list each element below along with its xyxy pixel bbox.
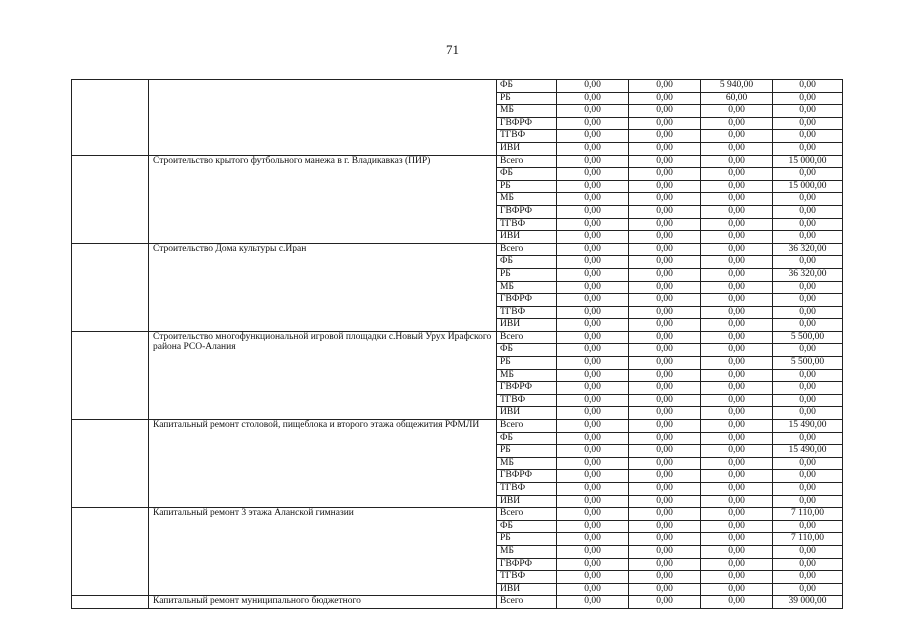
funding-source-cell: ТГВФ xyxy=(497,306,557,319)
amount-cell: 0,00 xyxy=(773,382,843,395)
amount-cell: 0,00 xyxy=(773,105,843,118)
project-name-cell: Строительство Дома культуры с.Иран xyxy=(149,243,497,331)
funding-source-cell: ТГВФ xyxy=(497,130,557,143)
funding-source-cell: РБ xyxy=(497,92,557,105)
amount-cell: 0,00 xyxy=(629,331,701,344)
amount-cell: 0,00 xyxy=(557,268,629,281)
funding-source-cell: ФБ xyxy=(497,344,557,357)
amount-cell: 15 000,00 xyxy=(773,180,843,193)
amount-cell: 0,00 xyxy=(701,357,773,370)
amount-cell: 0,00 xyxy=(629,357,701,370)
funding-source-cell: ГВФРФ xyxy=(497,558,557,571)
funding-source-cell: ИВИ xyxy=(497,231,557,244)
amount-cell: 0,00 xyxy=(557,596,629,609)
amount-cell: 0,00 xyxy=(773,432,843,445)
number-cell xyxy=(72,155,149,243)
amount-cell: 0,00 xyxy=(773,407,843,420)
project-name-cell: Капитальный ремонт столовой, пищеблока и второго этажа общежития РФМЛИ xyxy=(149,420,497,508)
funding-source-cell: Всего xyxy=(497,155,557,168)
amount-cell: 0,00 xyxy=(557,520,629,533)
amount-cell: 0,00 xyxy=(557,130,629,143)
amount-cell: 0,00 xyxy=(701,193,773,206)
amount-cell: 0,00 xyxy=(629,193,701,206)
funding-source-cell: МБ xyxy=(497,545,557,558)
funding-source-cell: РБ xyxy=(497,445,557,458)
amount-cell: 0,00 xyxy=(557,483,629,496)
funding-source-cell: ФБ xyxy=(497,520,557,533)
amount-cell: 0,00 xyxy=(629,432,701,445)
amount-cell: 0,00 xyxy=(629,92,701,105)
amount-cell: 0,00 xyxy=(629,142,701,155)
table-row xyxy=(72,596,843,609)
funding-source-cell: РБ xyxy=(497,268,557,281)
amount-cell: 0,00 xyxy=(773,218,843,231)
project-name-cell xyxy=(149,80,497,156)
amount-cell: 0,00 xyxy=(557,432,629,445)
amount-cell: 0,00 xyxy=(701,369,773,382)
amount-cell: 0,00 xyxy=(773,483,843,496)
funding-source-cell: ТГВФ xyxy=(497,394,557,407)
amount-cell: 0,00 xyxy=(557,583,629,596)
amount-cell: 0,00 xyxy=(629,583,701,596)
amount-cell: 0,00 xyxy=(557,142,629,155)
amount-cell: 0,00 xyxy=(629,243,701,256)
amount-cell: 0,00 xyxy=(773,457,843,470)
amount-cell: 0,00 xyxy=(629,281,701,294)
amount-cell: 36 320,00 xyxy=(773,268,843,281)
amount-cell: 0,00 xyxy=(701,420,773,433)
amount-cell: 0,00 xyxy=(629,117,701,130)
amount-cell: 0,00 xyxy=(773,117,843,130)
amount-cell: 0,00 xyxy=(773,205,843,218)
amount-cell: 0,00 xyxy=(557,344,629,357)
amount-cell: 0,00 xyxy=(557,495,629,508)
amount-cell: 0,00 xyxy=(557,545,629,558)
number-cell xyxy=(72,508,149,596)
amount-cell: 0,00 xyxy=(701,268,773,281)
amount-cell: 0,00 xyxy=(629,508,701,521)
amount-cell: 15 490,00 xyxy=(773,420,843,433)
amount-cell: 0,00 xyxy=(701,508,773,521)
amount-cell: 0,00 xyxy=(557,394,629,407)
funding-source-cell: ФБ xyxy=(497,256,557,269)
amount-cell: 0,00 xyxy=(629,256,701,269)
funding-source-cell: МБ xyxy=(497,193,557,206)
funding-source-cell: РБ xyxy=(497,357,557,370)
amount-cell: 0,00 xyxy=(629,294,701,307)
amount-cell: 0,00 xyxy=(629,420,701,433)
amount-cell: 0,00 xyxy=(557,243,629,256)
amount-cell: 0,00 xyxy=(557,281,629,294)
amount-cell: 0,00 xyxy=(557,155,629,168)
amount-cell: 0,00 xyxy=(557,457,629,470)
amount-cell: 0,00 xyxy=(557,231,629,244)
amount-cell: 0,00 xyxy=(629,571,701,584)
amount-cell: 0,00 xyxy=(701,294,773,307)
amount-cell: 0,00 xyxy=(557,319,629,332)
amount-cell: 0,00 xyxy=(773,80,843,93)
table-row xyxy=(72,80,843,93)
amount-cell: 0,00 xyxy=(773,495,843,508)
amount-cell: 0,00 xyxy=(557,256,629,269)
funding-source-cell: МБ xyxy=(497,369,557,382)
amount-cell: 0,00 xyxy=(773,281,843,294)
amount-cell: 0,00 xyxy=(629,344,701,357)
amount-cell: 7 110,00 xyxy=(773,533,843,546)
table-row xyxy=(72,331,843,344)
project-name-cell: Капитальный ремонт муниципального бюджетного xyxy=(149,596,497,609)
amount-cell: 60,00 xyxy=(701,92,773,105)
amount-cell: 0,00 xyxy=(629,319,701,332)
funding-source-cell: ТГВФ xyxy=(497,218,557,231)
amount-cell: 0,00 xyxy=(701,483,773,496)
table-row xyxy=(72,420,843,433)
amount-cell: 0,00 xyxy=(701,407,773,420)
amount-cell: 5 500,00 xyxy=(773,357,843,370)
amount-cell: 0,00 xyxy=(701,231,773,244)
amount-cell: 0,00 xyxy=(701,243,773,256)
amount-cell: 0,00 xyxy=(629,105,701,118)
funding-source-cell: ИВИ xyxy=(497,407,557,420)
amount-cell: 0,00 xyxy=(557,533,629,546)
funding-source-cell: МБ xyxy=(497,105,557,118)
amount-cell: 0,00 xyxy=(701,319,773,332)
amount-cell: 0,00 xyxy=(773,319,843,332)
amount-cell: 0,00 xyxy=(701,142,773,155)
funding-source-cell: ГВФРФ xyxy=(497,382,557,395)
amount-cell: 0,00 xyxy=(773,558,843,571)
amount-cell: 0,00 xyxy=(701,331,773,344)
funding-source-cell: ИВИ xyxy=(497,142,557,155)
amount-cell: 0,00 xyxy=(773,294,843,307)
amount-cell: 0,00 xyxy=(557,205,629,218)
page-number: 71 xyxy=(446,42,459,57)
funding-source-cell: МБ xyxy=(497,281,557,294)
amount-cell: 0,00 xyxy=(629,205,701,218)
amount-cell: 0,00 xyxy=(773,306,843,319)
funding-source-cell: Всего xyxy=(497,596,557,609)
funding-source-cell: ТГВФ xyxy=(497,483,557,496)
amount-cell: 0,00 xyxy=(629,130,701,143)
number-cell xyxy=(72,80,149,156)
amount-cell: 0,00 xyxy=(557,180,629,193)
funding-source-cell: ГВФРФ xyxy=(497,470,557,483)
funding-source-cell: Всего xyxy=(497,508,557,521)
amount-cell: 0,00 xyxy=(629,483,701,496)
amount-cell: 0,00 xyxy=(773,369,843,382)
amount-cell: 0,00 xyxy=(701,558,773,571)
amount-cell: 0,00 xyxy=(701,382,773,395)
amount-cell: 0,00 xyxy=(557,420,629,433)
amount-cell: 0,00 xyxy=(701,281,773,294)
amount-cell: 0,00 xyxy=(701,533,773,546)
amount-cell: 0,00 xyxy=(701,344,773,357)
amount-cell: 0,00 xyxy=(557,407,629,420)
amount-cell: 0,00 xyxy=(629,168,701,181)
amount-cell: 0,00 xyxy=(701,495,773,508)
amount-cell: 0,00 xyxy=(557,168,629,181)
amount-cell: 0,00 xyxy=(629,533,701,546)
table-row xyxy=(72,155,843,168)
amount-cell: 0,00 xyxy=(629,596,701,609)
amount-cell: 0,00 xyxy=(557,218,629,231)
amount-cell: 0,00 xyxy=(701,432,773,445)
amount-cell: 0,00 xyxy=(629,520,701,533)
amount-cell: 0,00 xyxy=(701,306,773,319)
table-body xyxy=(72,80,843,609)
amount-cell: 0,00 xyxy=(629,268,701,281)
amount-cell: 0,00 xyxy=(557,369,629,382)
funding-source-cell: ИВИ xyxy=(497,583,557,596)
amount-cell: 0,00 xyxy=(629,407,701,420)
number-cell xyxy=(72,596,149,609)
funding-source-cell: МБ xyxy=(497,457,557,470)
amount-cell: 36 320,00 xyxy=(773,243,843,256)
amount-cell: 0,00 xyxy=(701,218,773,231)
amount-cell: 0,00 xyxy=(701,105,773,118)
amount-cell: 0,00 xyxy=(557,571,629,584)
funding-source-cell: Всего xyxy=(497,243,557,256)
funding-source-cell: ФБ xyxy=(497,80,557,93)
funding-source-cell: ИВИ xyxy=(497,319,557,332)
table-row xyxy=(72,508,843,521)
amount-cell: 0,00 xyxy=(773,470,843,483)
amount-cell: 0,00 xyxy=(773,130,843,143)
amount-cell: 0,00 xyxy=(701,596,773,609)
funding-source-cell: ФБ xyxy=(497,432,557,445)
amount-cell: 5 940,00 xyxy=(701,80,773,93)
amount-cell: 0,00 xyxy=(701,470,773,483)
amount-cell: 0,00 xyxy=(773,256,843,269)
funding-source-cell: Всего xyxy=(497,331,557,344)
amount-cell: 0,00 xyxy=(773,142,843,155)
funding-source-cell: ГВФРФ xyxy=(497,205,557,218)
funding-source-cell: РБ xyxy=(497,180,557,193)
number-cell xyxy=(72,243,149,331)
amount-cell: 0,00 xyxy=(701,130,773,143)
amount-cell: 0,00 xyxy=(773,168,843,181)
amount-cell: 15 000,00 xyxy=(773,155,843,168)
amount-cell: 0,00 xyxy=(773,520,843,533)
amount-cell: 5 500,00 xyxy=(773,331,843,344)
amount-cell: 0,00 xyxy=(773,193,843,206)
amount-cell: 0,00 xyxy=(629,558,701,571)
number-cell xyxy=(72,420,149,508)
table-row xyxy=(72,243,843,256)
amount-cell: 0,00 xyxy=(629,470,701,483)
amount-cell: 0,00 xyxy=(557,445,629,458)
number-cell xyxy=(72,331,149,419)
funding-source-cell: ГВФРФ xyxy=(497,117,557,130)
amount-cell: 0,00 xyxy=(701,583,773,596)
amount-cell: 7 110,00 xyxy=(773,508,843,521)
funding-source-cell: РБ xyxy=(497,533,557,546)
amount-cell: 0,00 xyxy=(701,445,773,458)
amount-cell: 0,00 xyxy=(629,180,701,193)
amount-cell: 0,00 xyxy=(629,545,701,558)
amount-cell: 0,00 xyxy=(629,369,701,382)
amount-cell: 0,00 xyxy=(557,508,629,521)
funding-source-cell: ИВИ xyxy=(497,495,557,508)
amount-cell: 0,00 xyxy=(557,382,629,395)
funding-source-cell: ГВФРФ xyxy=(497,294,557,307)
amount-cell: 39 000,00 xyxy=(773,596,843,609)
amount-cell: 0,00 xyxy=(701,457,773,470)
amount-cell: 0,00 xyxy=(701,571,773,584)
project-name-cell: Капитальный ремонт 3 этажа Аланской гимназии xyxy=(149,508,497,596)
amount-cell: 0,00 xyxy=(701,394,773,407)
amount-cell: 0,00 xyxy=(629,231,701,244)
amount-cell: 0,00 xyxy=(701,117,773,130)
amount-cell: 0,00 xyxy=(701,168,773,181)
amount-cell: 0,00 xyxy=(557,92,629,105)
project-name-cell: Строительство крытого футбольного манежа в г. Владикавказ (ПИР) xyxy=(149,155,497,243)
amount-cell: 0,00 xyxy=(557,117,629,130)
budget-table xyxy=(71,79,843,609)
amount-cell: 0,00 xyxy=(629,457,701,470)
amount-cell: 0,00 xyxy=(773,394,843,407)
amount-cell: 0,00 xyxy=(701,155,773,168)
funding-source-cell: Всего xyxy=(497,420,557,433)
amount-cell: 0,00 xyxy=(557,331,629,344)
amount-cell: 0,00 xyxy=(557,105,629,118)
amount-cell: 0,00 xyxy=(773,92,843,105)
amount-cell: 0,00 xyxy=(773,545,843,558)
amount-cell: 0,00 xyxy=(629,445,701,458)
amount-cell: 0,00 xyxy=(773,583,843,596)
funding-source-cell: ФБ xyxy=(497,168,557,181)
amount-cell: 0,00 xyxy=(629,155,701,168)
amount-cell: 0,00 xyxy=(701,520,773,533)
amount-cell: 0,00 xyxy=(557,80,629,93)
amount-cell: 0,00 xyxy=(557,558,629,571)
amount-cell: 0,00 xyxy=(629,394,701,407)
amount-cell: 0,00 xyxy=(701,180,773,193)
amount-cell: 0,00 xyxy=(557,193,629,206)
amount-cell: 0,00 xyxy=(629,495,701,508)
amount-cell: 0,00 xyxy=(557,470,629,483)
amount-cell: 0,00 xyxy=(629,306,701,319)
amount-cell: 0,00 xyxy=(629,218,701,231)
amount-cell: 0,00 xyxy=(701,545,773,558)
project-name-cell: Строительство многофункциональной игровой площадки с.Новый Урух Ирафского района РСО-Алания xyxy=(149,331,497,419)
amount-cell: 0,00 xyxy=(701,256,773,269)
amount-cell: 0,00 xyxy=(773,231,843,244)
amount-cell: 15 490,00 xyxy=(773,445,843,458)
amount-cell: 0,00 xyxy=(557,306,629,319)
amount-cell: 0,00 xyxy=(701,205,773,218)
funding-source-cell: ТГВФ xyxy=(497,571,557,584)
amount-cell: 0,00 xyxy=(629,382,701,395)
amount-cell: 0,00 xyxy=(557,294,629,307)
amount-cell: 0,00 xyxy=(557,357,629,370)
amount-cell: 0,00 xyxy=(773,344,843,357)
amount-cell: 0,00 xyxy=(773,571,843,584)
amount-cell: 0,00 xyxy=(629,80,701,93)
